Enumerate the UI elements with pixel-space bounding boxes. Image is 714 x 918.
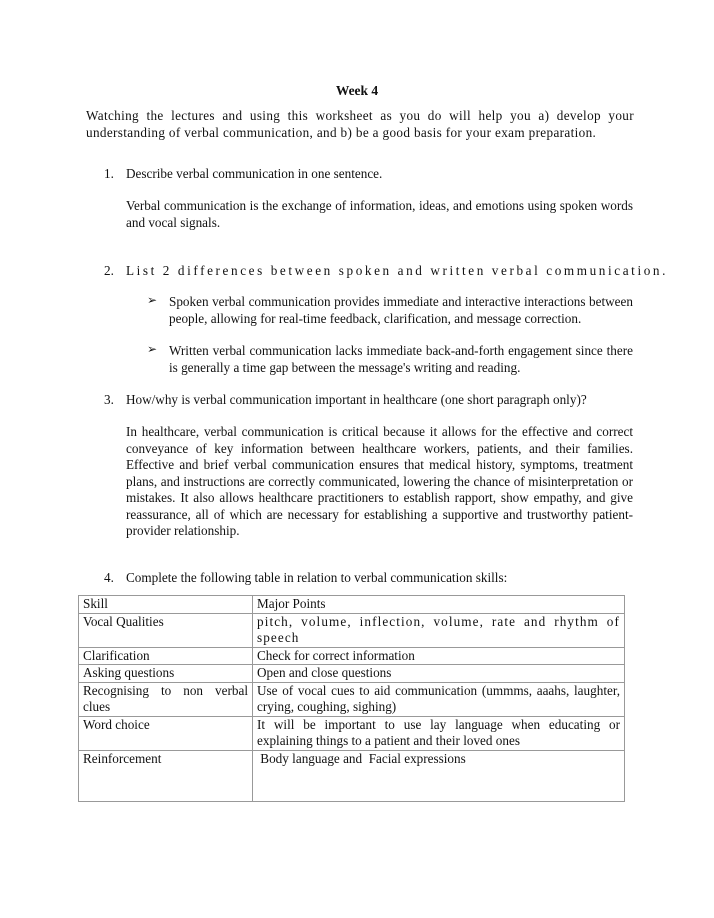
table-row (79, 682, 625, 716)
table-cell-skill: Asking questions (79, 665, 253, 683)
question-3-answer: In healthcare, verbal communication is critical because it allows for the effective and correct conveyance of key information between healthcare workers, patients, and their families. Effective and brief verbal communication ensures that medical history, symptoms, treatment plans, and instructions are correctly communicated, lowering the chance of misinterpretation or mistakes. It also allows healthcare practitioners to establish rapport, show empathy, and give reassurance, all of which are necessary for establishing a supportive and trustworthy patient-provider relationship. (126, 424, 633, 538)
table-cell-skill: Word choice (79, 716, 253, 750)
verbal-skills-table (78, 595, 625, 802)
table-cell-points: Check for correct information (253, 647, 625, 665)
table-cell-points: pitch, volume, inflection, volume, rate and rhythm of speech (253, 613, 625, 647)
table-header-cell: Skill (79, 596, 253, 614)
question-4-text: Complete the following table in relation to verbal communication skills: (126, 570, 508, 585)
question-1-text: Describe verbal communication in one sentence. (126, 166, 383, 181)
table-cell-points: Use of vocal cues to aid communication (ummms, aaahs, laughter, crying, coughing, sighing) (253, 682, 625, 716)
question-3-text: How/why is verbal communication important in healthcare (one short paragraph only)? (126, 392, 587, 407)
question-1-number: 1. (104, 166, 114, 181)
table-row (79, 750, 625, 801)
table-header-row (79, 596, 625, 614)
question-2-text: List 2 differences between spoken and written verbal communication. (126, 263, 668, 278)
table-row (79, 665, 625, 683)
table-row (79, 647, 625, 665)
table-cell-skill: Reinforcement (79, 750, 253, 801)
question-1-answer: Verbal communication is the exchange of information, ideas, and emotions using spoken words and vocal signals. (126, 198, 633, 230)
table-cell-skill: Recognising to non verbal clues (79, 682, 253, 716)
table-row (79, 716, 625, 750)
table-cell-points: Open and close questions (253, 665, 625, 683)
table-header-cell: Major Points (253, 596, 625, 614)
table-cell-points: Body language and Facial expressions (253, 750, 625, 801)
page-title: Week 4 (335, 83, 379, 98)
arrowhead-bullet-icon: ➢ (147, 342, 158, 356)
table-cell-skill: Clarification (79, 647, 253, 665)
arrowhead-bullet-icon: ➢ (147, 293, 158, 307)
question-2-bullet: Spoken verbal communication provides immediate and interactive interactions between people, allowing for real-time feedback, clarification, and message correction. (169, 294, 633, 326)
question-2-bullet: Written verbal communication lacks immediate back-and-forth engagement since there is generally a time gap between the message's writing and reading. (169, 343, 633, 375)
table-cell-skill: Vocal Qualities (79, 613, 253, 647)
table-cell-points: It will be important to use lay language when educating or explaining things to a patient and their loved ones (253, 716, 625, 750)
question-3-number: 3. (104, 392, 114, 407)
question-2-number: 2. (104, 263, 114, 278)
question-4-number: 4. (104, 570, 114, 585)
intro-paragraph: Watching the lectures and using this worksheet as you do will help you a) develop your understanding of verbal communication, and b) be a good basis for your exam preparation. (86, 108, 634, 140)
table-row (79, 613, 625, 647)
